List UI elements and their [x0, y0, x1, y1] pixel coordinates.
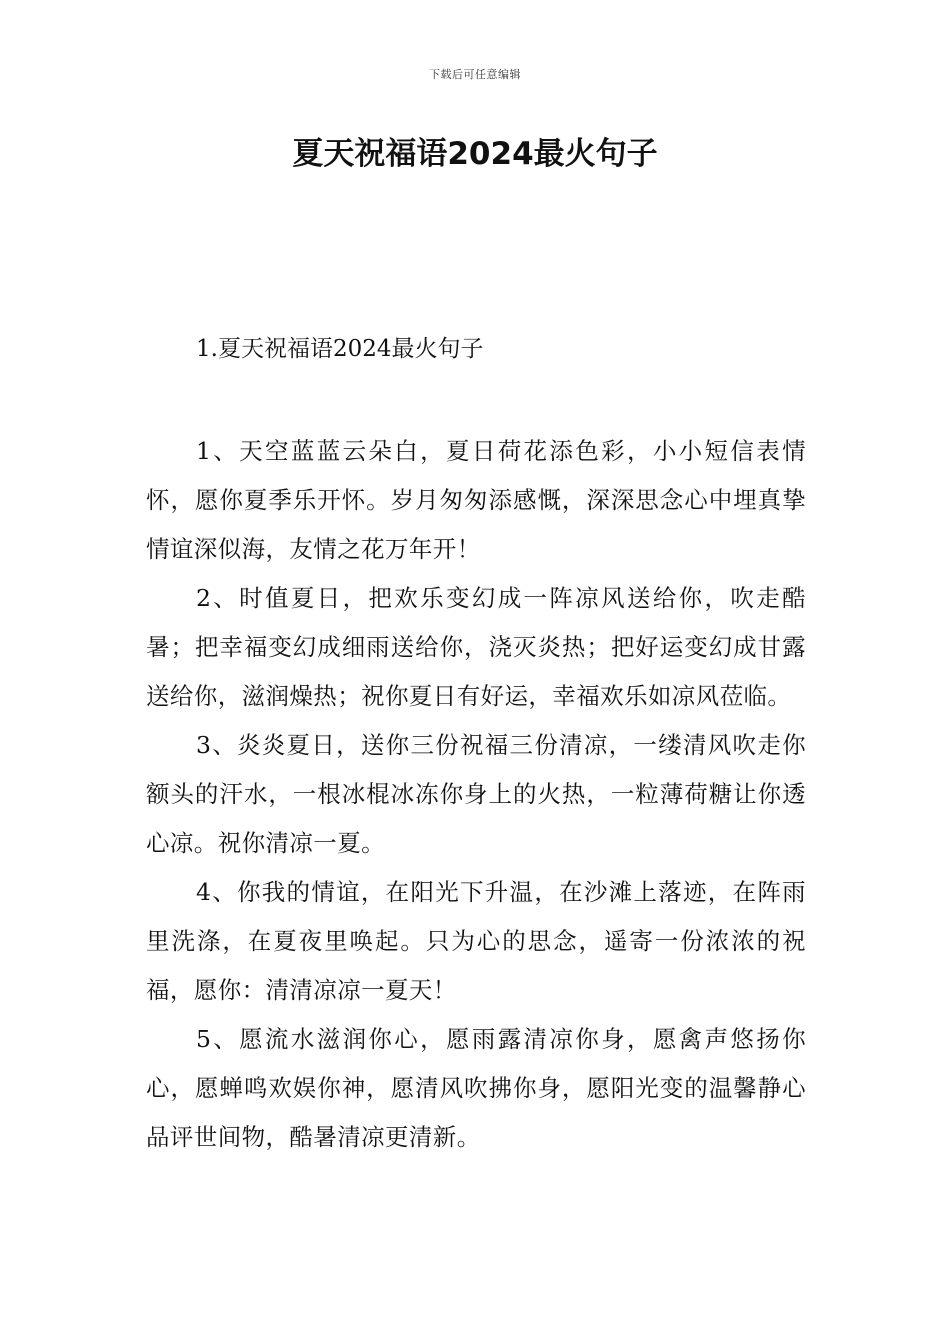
paragraph: 5、愿流水滋润你心，愿雨露清凉你身，愿禽声悠扬你心，愿蝉鸣欢娱你神，愿清风吹拂你身，愿阳光变的温馨静心品评世间物，酷暑清凉更清新。	[146, 1025, 806, 1151]
paragraph: 1、天空蓝蓝云朵白，夏日荷花添色彩，小小短信表情怀，愿你夏季乐开怀。岁月匆匆添感慨，深深思念心中埋真挚情谊深似海，友情之花万年开！	[146, 437, 806, 563]
body-text	[146, 427, 806, 1162]
page-title: 夏天祝福语2024最火句子	[292, 136, 658, 172]
header-note: 下载后可任意编辑	[429, 68, 521, 81]
paragraph: 3、炎炎夏日，送你三份祝福三份清凉，一缕清风吹走你额头的汗水，一根冰棍冰冻你身上的火热，一粒薄荷糖让你透心凉。祝你清凉一夏。	[146, 731, 806, 857]
section-heading: 1.夏天祝福语2024最火句子	[196, 336, 484, 362]
paragraph: 4、你我的情谊，在阳光下升温，在沙滩上落迹，在阵雨里洗涤，在夏夜里唤起。只为心的思念，遥寄一份浓浓的祝福，愿你：清清凉凉一夏天！	[146, 878, 806, 1004]
paragraph: 2、时值夏日，把欢乐变幻成一阵凉风送给你，吹走酷暑；把幸福变幻成细雨送给你，浇灭炎热；把好运变幻成甘露送给你，滋润燥热；祝你夏日有好运，幸福欢乐如凉风莅临。	[146, 584, 806, 710]
